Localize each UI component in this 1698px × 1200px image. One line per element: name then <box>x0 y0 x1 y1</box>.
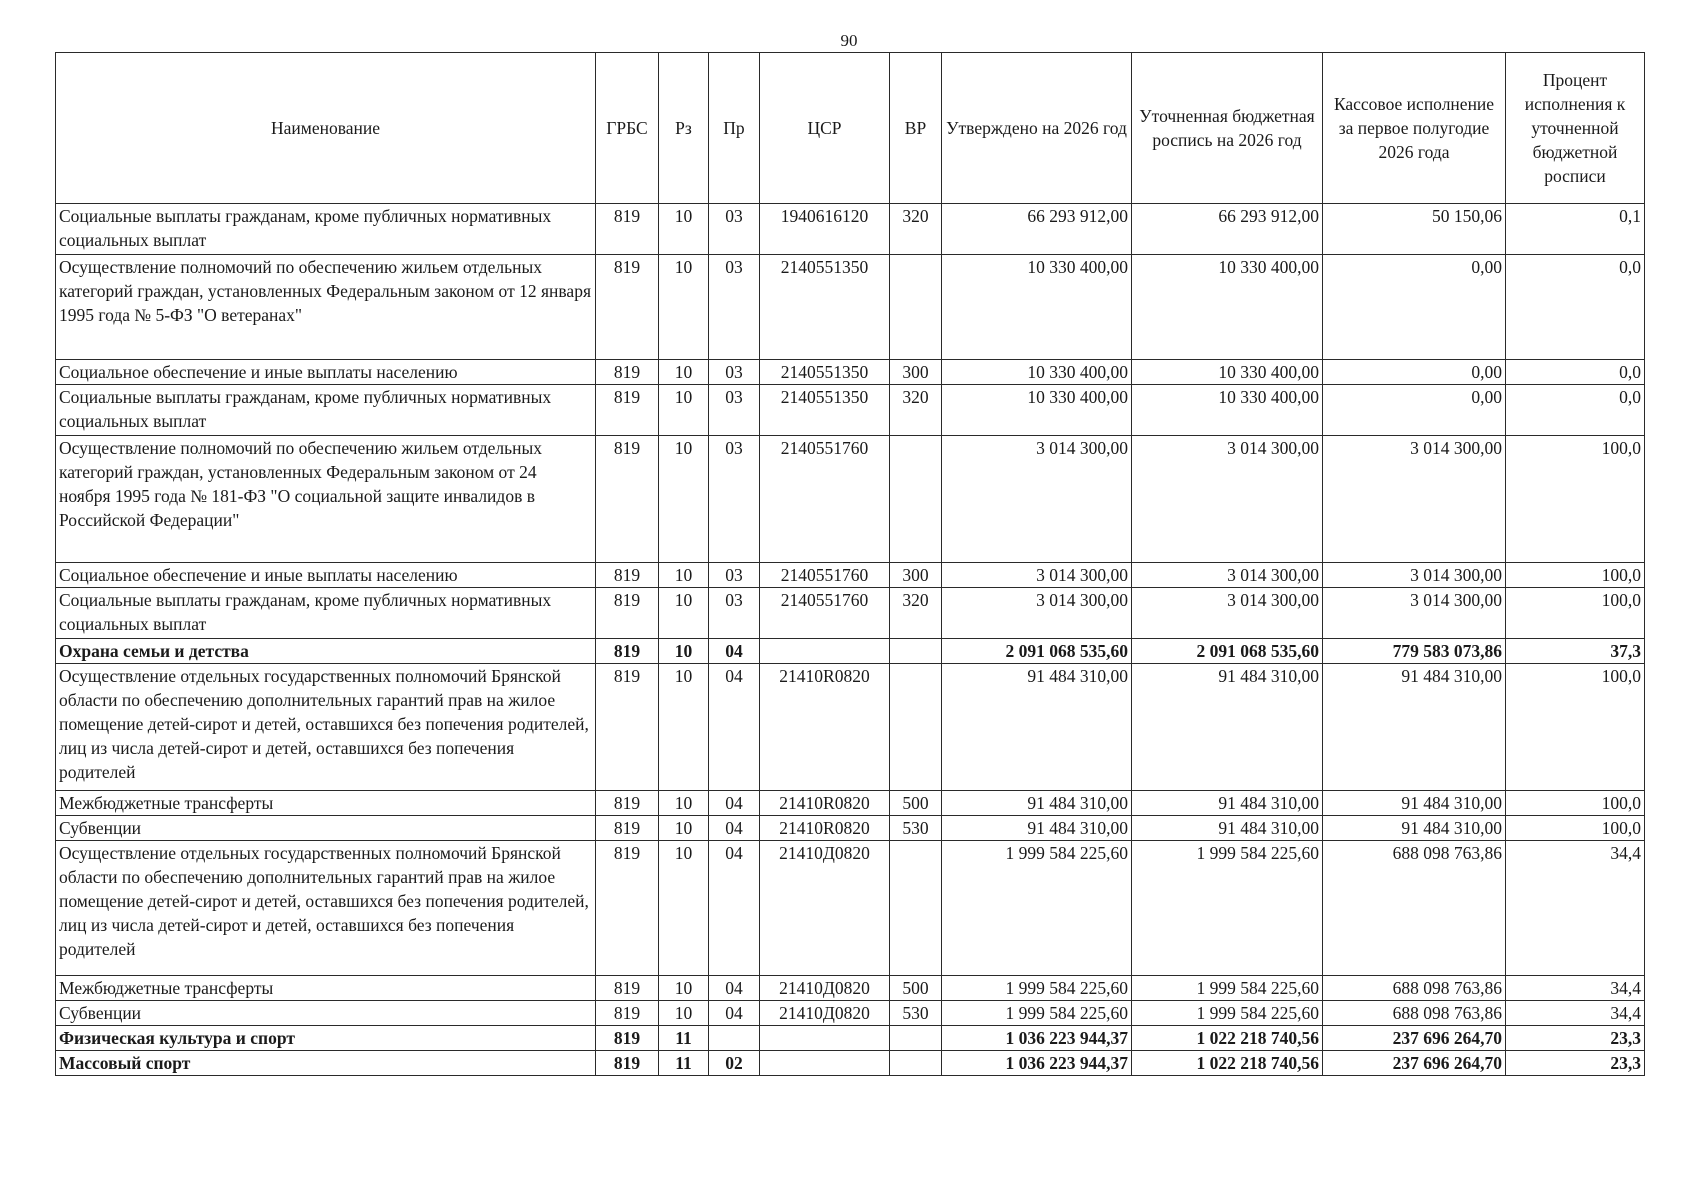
cell-approved: 10 330 400,00 <box>942 255 1132 360</box>
cell-vr: 320 <box>890 385 942 436</box>
cell-grbs: 819 <box>596 1001 659 1026</box>
cell-approved: 91 484 310,00 <box>942 664 1132 791</box>
table-header-row <box>56 53 1645 204</box>
cell-cash: 3 014 300,00 <box>1323 588 1506 639</box>
cell-approved: 1 999 584 225,60 <box>942 841 1132 976</box>
table-row <box>56 360 1645 385</box>
cell-csr: 2140551350 <box>760 360 890 385</box>
cell-vr: 320 <box>890 588 942 639</box>
cell-name: Социальные выплаты гражданам, кроме публичных нормативных социальных выплат <box>56 588 596 639</box>
header-refined: Уточненная бюджетная роспись на 2026 год <box>1132 53 1323 204</box>
cell-refined: 3 014 300,00 <box>1132 588 1323 639</box>
cell-percent: 100,0 <box>1506 791 1645 816</box>
cell-percent: 0,0 <box>1506 360 1645 385</box>
cell-percent: 100,0 <box>1506 588 1645 639</box>
cell-rz: 10 <box>659 385 709 436</box>
cell-name: Субвенции <box>56 1001 596 1026</box>
cell-grbs: 819 <box>596 588 659 639</box>
cell-name: Физическая культура и спорт <box>56 1026 596 1051</box>
cell-rz: 10 <box>659 816 709 841</box>
cell-approved: 1 036 223 944,37 <box>942 1051 1132 1076</box>
cell-grbs: 819 <box>596 816 659 841</box>
cell-pr: 03 <box>709 385 760 436</box>
cell-percent: 23,3 <box>1506 1051 1645 1076</box>
cell-vr <box>890 1026 942 1051</box>
cell-name: Осуществление полномочий по обеспечению жильем отдельных категорий граждан, установленных Федеральным законом от 24 ноября 1995 года № 181-ФЗ "О социальной защите инвалидов в Российской Федерации" <box>56 436 596 563</box>
cell-csr: 1940616120 <box>760 204 890 255</box>
cell-refined: 3 014 300,00 <box>1132 436 1323 563</box>
cell-pr: 04 <box>709 791 760 816</box>
cell-cash: 0,00 <box>1323 255 1506 360</box>
cell-rz: 10 <box>659 639 709 664</box>
budget-execution-table <box>55 52 1645 1076</box>
cell-cash: 3 014 300,00 <box>1323 436 1506 563</box>
cell-approved: 2 091 068 535,60 <box>942 639 1132 664</box>
cell-pr: 03 <box>709 204 760 255</box>
cell-pr: 04 <box>709 816 760 841</box>
cell-rz: 10 <box>659 588 709 639</box>
cell-percent: 0,0 <box>1506 385 1645 436</box>
cell-rz: 10 <box>659 841 709 976</box>
cell-approved: 1 999 584 225,60 <box>942 976 1132 1001</box>
cell-vr <box>890 639 942 664</box>
cell-grbs: 819 <box>596 255 659 360</box>
cell-cash: 91 484 310,00 <box>1323 816 1506 841</box>
cell-pr: 03 <box>709 563 760 588</box>
cell-refined: 1 022 218 740,56 <box>1132 1051 1323 1076</box>
cell-vr: 500 <box>890 976 942 1001</box>
cell-percent: 0,0 <box>1506 255 1645 360</box>
cell-approved: 3 014 300,00 <box>942 563 1132 588</box>
cell-refined: 10 330 400,00 <box>1132 255 1323 360</box>
cell-cash: 3 014 300,00 <box>1323 563 1506 588</box>
cell-pr: 02 <box>709 1051 760 1076</box>
cell-approved: 91 484 310,00 <box>942 816 1132 841</box>
cell-vr <box>890 255 942 360</box>
header-pr: Пр <box>709 53 760 204</box>
cell-name: Социальное обеспечение и иные выплаты населению <box>56 360 596 385</box>
table-row <box>56 841 1645 976</box>
cell-csr: 2140551760 <box>760 563 890 588</box>
cell-refined: 66 293 912,00 <box>1132 204 1323 255</box>
cell-rz: 10 <box>659 563 709 588</box>
cell-name: Массовый спорт <box>56 1051 596 1076</box>
cell-pr: 04 <box>709 1001 760 1026</box>
cell-csr: 21410Д0820 <box>760 1001 890 1026</box>
cell-grbs: 819 <box>596 841 659 976</box>
cell-refined: 10 330 400,00 <box>1132 360 1323 385</box>
cell-vr <box>890 841 942 976</box>
cell-name: Социальное обеспечение и иные выплаты населению <box>56 563 596 588</box>
cell-cash: 688 098 763,86 <box>1323 976 1506 1001</box>
cell-csr: 2140551350 <box>760 255 890 360</box>
cell-rz: 10 <box>659 360 709 385</box>
cell-rz: 11 <box>659 1051 709 1076</box>
cell-rz: 10 <box>659 976 709 1001</box>
cell-refined: 1 999 584 225,60 <box>1132 1001 1323 1026</box>
cell-grbs: 819 <box>596 204 659 255</box>
cell-pr <box>709 1026 760 1051</box>
header-rz: Рз <box>659 53 709 204</box>
table-row <box>56 1051 1645 1076</box>
cell-percent: 34,4 <box>1506 976 1645 1001</box>
table-row <box>56 1026 1645 1051</box>
cell-grbs: 819 <box>596 1051 659 1076</box>
table-row <box>56 563 1645 588</box>
header-name: Наименование <box>56 53 596 204</box>
cell-vr <box>890 1051 942 1076</box>
header-vr: ВР <box>890 53 942 204</box>
table-row <box>56 639 1645 664</box>
cell-percent: 23,3 <box>1506 1026 1645 1051</box>
cell-cash: 779 583 073,86 <box>1323 639 1506 664</box>
cell-rz: 10 <box>659 204 709 255</box>
cell-csr: 21410R0820 <box>760 816 890 841</box>
cell-refined: 1 999 584 225,60 <box>1132 841 1323 976</box>
cell-pr: 04 <box>709 639 760 664</box>
header-grbs: ГРБС <box>596 53 659 204</box>
page-number: 90 <box>840 31 858 50</box>
cell-rz: 10 <box>659 436 709 563</box>
cell-grbs: 819 <box>596 976 659 1001</box>
cell-percent: 37,3 <box>1506 639 1645 664</box>
cell-percent: 100,0 <box>1506 436 1645 563</box>
cell-vr <box>890 436 942 563</box>
table-row <box>56 791 1645 816</box>
cell-vr: 500 <box>890 791 942 816</box>
cell-refined: 2 091 068 535,60 <box>1132 639 1323 664</box>
cell-csr: 21410Д0820 <box>760 976 890 1001</box>
cell-percent: 100,0 <box>1506 816 1645 841</box>
cell-name: Охрана семьи и детства <box>56 639 596 664</box>
cell-pr: 04 <box>709 976 760 1001</box>
table-row <box>56 255 1645 360</box>
cell-csr <box>760 1051 890 1076</box>
cell-refined: 3 014 300,00 <box>1132 563 1323 588</box>
cell-vr: 300 <box>890 360 942 385</box>
cell-grbs: 819 <box>596 639 659 664</box>
table-row <box>56 385 1645 436</box>
cell-vr: 320 <box>890 204 942 255</box>
cell-grbs: 819 <box>596 664 659 791</box>
table-body <box>56 204 1645 1076</box>
cell-name: Межбюджетные трансферты <box>56 976 596 1001</box>
cell-approved: 10 330 400,00 <box>942 385 1132 436</box>
cell-approved: 1 999 584 225,60 <box>942 1001 1132 1026</box>
table-row <box>56 1001 1645 1026</box>
cell-csr: 2140551760 <box>760 588 890 639</box>
cell-cash: 50 150,06 <box>1323 204 1506 255</box>
cell-grbs: 819 <box>596 385 659 436</box>
cell-cash: 688 098 763,86 <box>1323 1001 1506 1026</box>
cell-refined: 1 999 584 225,60 <box>1132 976 1323 1001</box>
cell-csr <box>760 1026 890 1051</box>
cell-approved: 91 484 310,00 <box>942 791 1132 816</box>
cell-refined: 91 484 310,00 <box>1132 791 1323 816</box>
cell-cash: 237 696 264,70 <box>1323 1026 1506 1051</box>
cell-grbs: 819 <box>596 360 659 385</box>
cell-name: Осуществление полномочий по обеспечению жильем отдельных категорий граждан, установленных Федеральным законом от 12 января 1995 года № 5-ФЗ "О ветеранах" <box>56 255 596 360</box>
cell-grbs: 819 <box>596 563 659 588</box>
cell-vr <box>890 664 942 791</box>
cell-cash: 237 696 264,70 <box>1323 1051 1506 1076</box>
cell-cash: 0,00 <box>1323 360 1506 385</box>
header-cash: Кассовое исполнение за первое полугодие 2026 года <box>1323 53 1506 204</box>
cell-rz: 11 <box>659 1026 709 1051</box>
cell-approved: 1 036 223 944,37 <box>942 1026 1132 1051</box>
cell-vr: 530 <box>890 816 942 841</box>
cell-percent: 0,1 <box>1506 204 1645 255</box>
cell-csr: 2140551350 <box>760 385 890 436</box>
table-row <box>56 204 1645 255</box>
cell-rz: 10 <box>659 791 709 816</box>
cell-cash: 91 484 310,00 <box>1323 664 1506 791</box>
cell-refined: 91 484 310,00 <box>1132 816 1323 841</box>
table-row <box>56 436 1645 563</box>
cell-rz: 10 <box>659 1001 709 1026</box>
cell-approved: 3 014 300,00 <box>942 588 1132 639</box>
cell-refined: 91 484 310,00 <box>1132 664 1323 791</box>
cell-approved: 10 330 400,00 <box>942 360 1132 385</box>
cell-rz: 10 <box>659 664 709 791</box>
cell-cash: 688 098 763,86 <box>1323 841 1506 976</box>
cell-pr: 04 <box>709 841 760 976</box>
cell-pr: 04 <box>709 664 760 791</box>
cell-name: Социальные выплаты гражданам, кроме публичных нормативных социальных выплат <box>56 385 596 436</box>
cell-name: Осуществление отдельных государственных полномочий Брянской области по обеспечению дополнительных гарантий прав на жилое помещение детей-сирот и детей, оставшихся без попечения родителей, лиц из числа детей-сирот и детей, оставшихся без попечения родителей <box>56 841 596 976</box>
cell-csr: 21410Д0820 <box>760 841 890 976</box>
cell-name: Осуществление отдельных государственных полномочий Брянской области по обеспечению дополнительных гарантий прав на жилое помещение детей-сирот и детей, оставшихся без попечения родителей, лиц из числа детей-сирот и детей, оставшихся без попечения родителей <box>56 664 596 791</box>
cell-pr: 03 <box>709 588 760 639</box>
cell-rz: 10 <box>659 255 709 360</box>
table-row <box>56 816 1645 841</box>
cell-approved: 66 293 912,00 <box>942 204 1132 255</box>
cell-vr: 300 <box>890 563 942 588</box>
cell-pr: 03 <box>709 255 760 360</box>
cell-csr <box>760 639 890 664</box>
cell-vr: 530 <box>890 1001 942 1026</box>
cell-name: Субвенции <box>56 816 596 841</box>
cell-grbs: 819 <box>596 791 659 816</box>
table-row <box>56 976 1645 1001</box>
cell-pr: 03 <box>709 436 760 563</box>
cell-name: Социальные выплаты гражданам, кроме публичных нормативных социальных выплат <box>56 204 596 255</box>
cell-name: Межбюджетные трансферты <box>56 791 596 816</box>
header-approved: Утверждено на 2026 год <box>942 53 1132 204</box>
table-row <box>56 588 1645 639</box>
cell-percent: 34,4 <box>1506 841 1645 976</box>
cell-refined: 1 022 218 740,56 <box>1132 1026 1323 1051</box>
cell-csr: 21410R0820 <box>760 791 890 816</box>
cell-percent: 34,4 <box>1506 1001 1645 1026</box>
cell-csr: 21410R0820 <box>760 664 890 791</box>
cell-approved: 3 014 300,00 <box>942 436 1132 563</box>
header-csr: ЦСР <box>760 53 890 204</box>
cell-csr: 2140551760 <box>760 436 890 563</box>
cell-grbs: 819 <box>596 1026 659 1051</box>
cell-cash: 91 484 310,00 <box>1323 791 1506 816</box>
table-row <box>56 664 1645 791</box>
cell-percent: 100,0 <box>1506 563 1645 588</box>
cell-percent: 100,0 <box>1506 664 1645 791</box>
cell-grbs: 819 <box>596 436 659 563</box>
cell-pr: 03 <box>709 360 760 385</box>
header-percent: Процент исполнения к уточненной бюджетной росписи <box>1506 53 1645 204</box>
cell-refined: 10 330 400,00 <box>1132 385 1323 436</box>
cell-cash: 0,00 <box>1323 385 1506 436</box>
